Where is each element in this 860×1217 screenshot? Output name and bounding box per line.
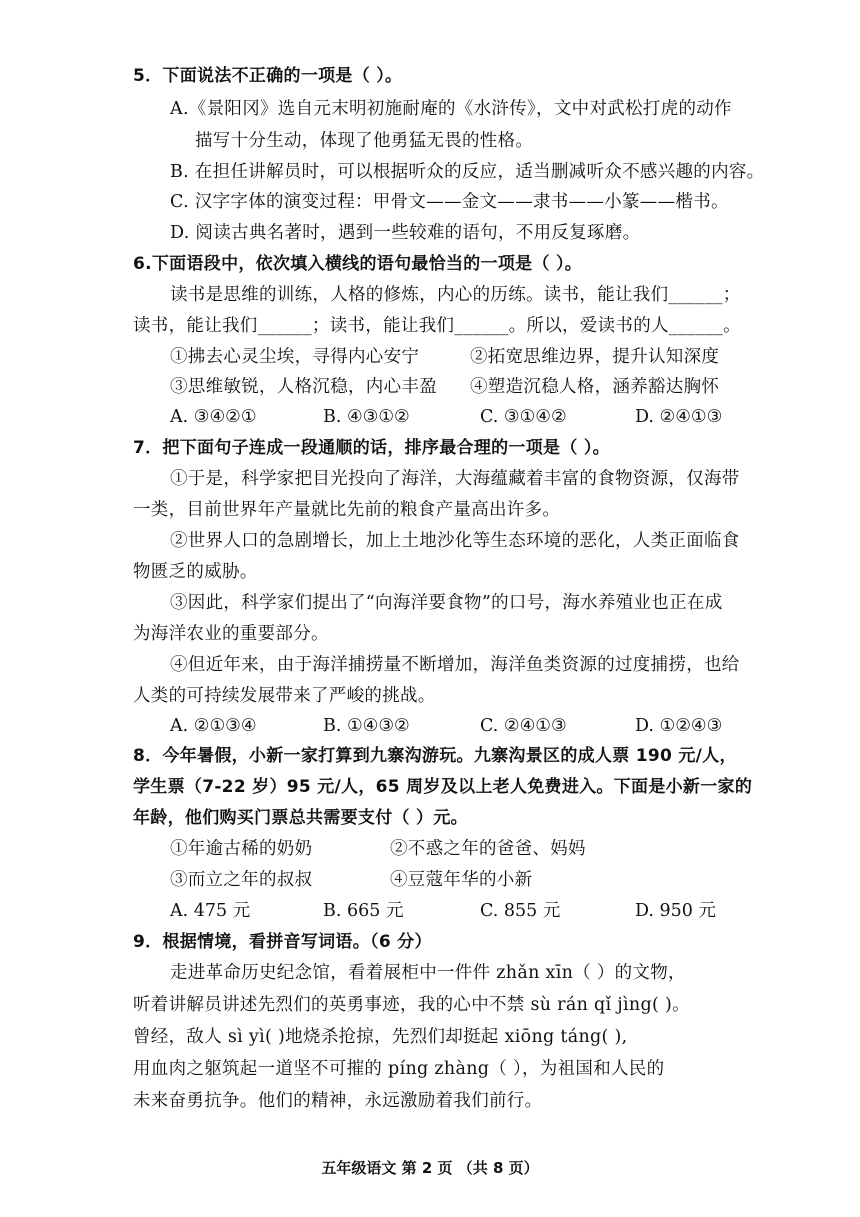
q8-stem-line3: 年龄，他们购买门票总共需要支付（ ）元。: [133, 808, 468, 828]
q7-sentence-1-line1: ①于是，科学家把目光投向了海洋，大海蕴藏着丰富的食物资源，仅海带: [170, 469, 740, 489]
q7-sentence-4-line2: 人类的可持续发展带来了严峻的挑战。: [133, 686, 436, 706]
q8-option-b: B. 665 元: [323, 901, 404, 921]
q7-sentence-2-line2: 物匮乏的威胁。: [133, 562, 258, 582]
q6-sentence-3: ③思维敏锐，人格沉稳，内心丰盈: [170, 377, 437, 397]
q8-member-2: ②不惑之年的爸爸、妈妈: [390, 839, 586, 859]
q6-option-b: B. ④③①②: [323, 407, 410, 427]
q7-option-b: B. ①④③②: [323, 716, 410, 736]
q7-option-c: C. ②④①③: [480, 716, 567, 736]
q8-member-1: ①年逾古稀的奶奶: [170, 839, 313, 859]
q7-stem: 7．把下面句子连成一段通顺的话，排序最合理的一项是（ ）。: [133, 438, 610, 458]
q8-option-a: A. 475 元: [170, 901, 251, 921]
q9-passage-line5: 未来奋勇抗争。他们的精神，永远激励着我们前行。: [133, 1091, 543, 1111]
q6-sentence-1: ①拂去心灵尘埃，寻得内心安宁: [170, 347, 420, 367]
q9-passage-line3: 曾经，敌人 sì yì( )地烧杀抢掠，先烈们却挺起 xiōng táng( ),: [133, 1027, 628, 1047]
q6-option-d: D. ②④①③: [635, 407, 723, 427]
q8-member-3: ③而立之年的叔叔: [170, 870, 313, 890]
q5-option-b: B. 在担任讲解员时，可以根据听众的反应，适当删减听众不感兴趣的内容。: [170, 162, 765, 182]
q8-option-c: C. 855 元: [480, 901, 561, 921]
q9-stem: 9．根据情境，看拼音写词语。（6 分）: [133, 932, 432, 952]
q5-option-d: D. 阅读古典名著时，遇到一些较难的语句，不用反复琢磨。: [170, 223, 641, 243]
q6-passage-line2: 读书，能让我们______；读书，能让我们______。所以，爱读书的人______。: [133, 316, 741, 336]
q5-stem: 5．下面说法不正确的一项是（ ）。: [133, 66, 403, 86]
q8-member-4: ④豆蔻年华的小新: [390, 870, 533, 890]
q8-stem-line2: 学生票（7-22 岁）95 元/人，65 周岁及以上老人免费进入。下面是小新一家的: [133, 777, 753, 797]
q7-sentence-3-line2: 为海洋农业的重要部分。: [133, 624, 329, 644]
q7-option-d: D. ①②④③: [635, 716, 723, 736]
q7-sentence-3-line1: ③因此，科学家们提出了“向海洋要食物”的口号，海水养殖业也正在成: [170, 593, 723, 613]
q7-option-a: A. ②①③④: [170, 716, 257, 736]
page-footer: 五年级语文 第 2 页 （共 8 页）: [321, 1159, 539, 1177]
q7-sentence-1-line2: 一类，目前世界年产量就比先前的粮食产量高出许多。: [133, 500, 561, 520]
q5-option-a-line2: 描写十分生动，体现了他勇猛无畏的性格。: [195, 131, 534, 151]
q8-option-d: D. 950 元: [635, 901, 716, 921]
q5-option-c: C. 汉字字体的演变过程：甲骨文——金文——隶书——小篆——楷书。: [170, 192, 729, 212]
q6-sentence-2: ②拓宽思维边界，提升认知深度: [470, 347, 720, 367]
q9-passage-line1: 走进革命历史纪念馆，看着展柜中一件件 zhǎn xīn（ ）的文物，: [170, 963, 686, 983]
q5-option-a-line1: A.《景阳冈》选自元末明初施耐庵的《水浒传》，文中对武松打虎的动作: [170, 99, 732, 119]
q9-passage-line4: 用血肉之躯筑起一道坚不可摧的 píng zhàng（ ），为祖国和人民的: [133, 1059, 665, 1079]
q7-sentence-4-line1: ④但近年来，由于海洋捕捞量不断增加，海洋鱼类资源的过度捕捞，也给: [170, 655, 740, 675]
q6-option-c: C. ③①④②: [480, 407, 567, 427]
q6-stem: 6.下面语段中，依次填入横线的语句最恰当的一项是（ ）。: [133, 254, 583, 274]
q6-passage-line1: 读书是思维的训练，人格的修炼，内心的历练。读书，能让我们______；: [170, 285, 741, 305]
q8-stem-line1: 8．今年暑假，小新一家打算到九寨沟游玩。九寨沟景区的成人票 190 元/人，: [133, 746, 737, 766]
q9-passage-line2: 听着讲解员讲述先烈们的英勇事迹，我的心中不禁 sù rán qǐ jìng( )。: [133, 995, 690, 1015]
q7-sentence-2-line1: ②世界人口的急剧增长，加上土地沙化等生态环境的恶化，人类正面临食: [170, 531, 740, 551]
q6-sentence-4: ④塑造沉稳人格，涵养豁达胸怀: [470, 377, 720, 397]
q6-option-a: A. ③④②①: [170, 407, 257, 427]
